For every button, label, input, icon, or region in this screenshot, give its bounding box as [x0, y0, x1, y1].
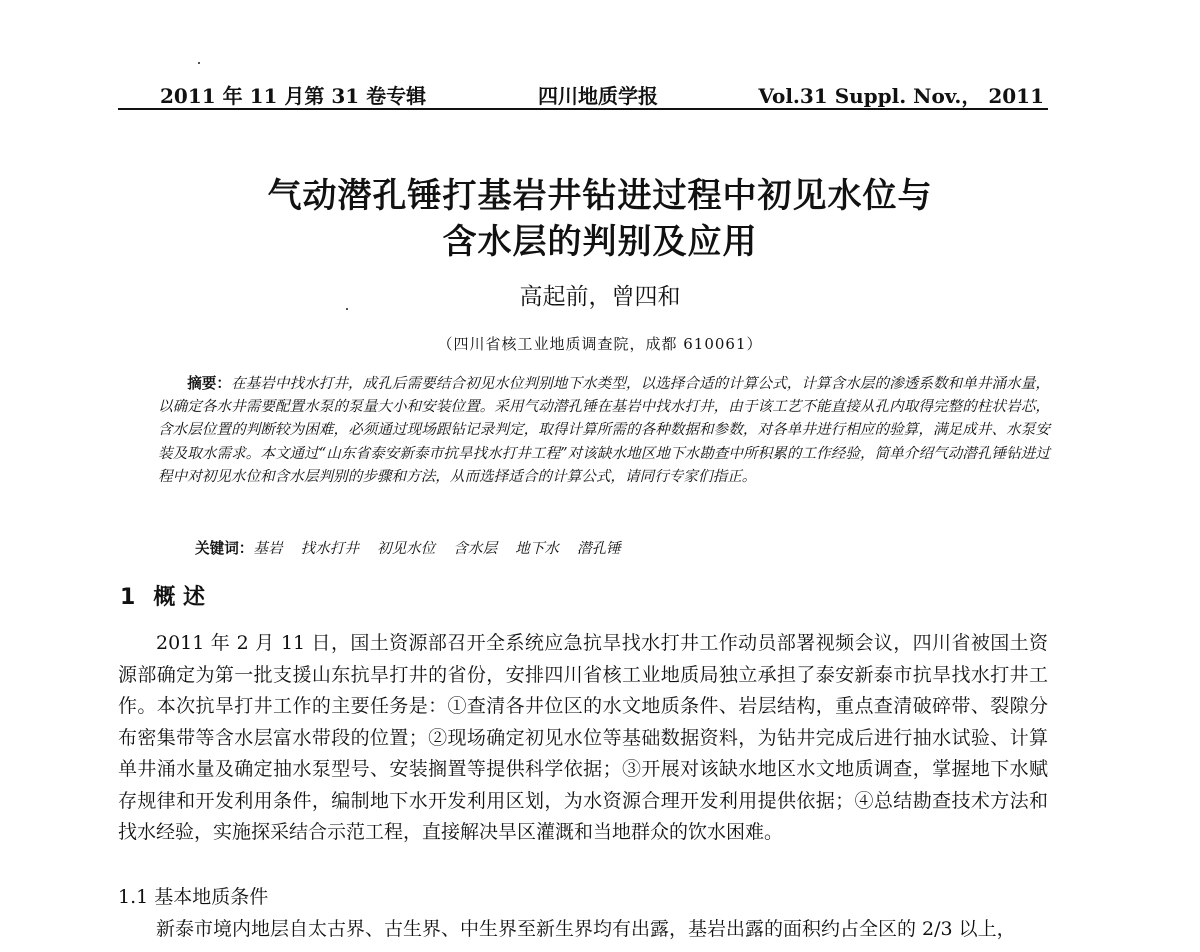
subsection-number: 1.1 [118, 886, 149, 908]
header-issue: 2011 年 11 月第 31 卷专辑 [160, 84, 427, 108]
section-number: 1 [120, 585, 136, 610]
keyword: 潜孔锤 [576, 540, 621, 557]
paragraph: 新泰市境内地层自太古界、古生界、中生界至新生界均有出露，基岩出露的面积约占全区的 2/3 以上， [156, 918, 1016, 940]
keyword: 含水层 [453, 540, 498, 557]
keyword: 基岩 [253, 540, 283, 557]
abstract-label: 摘要： [187, 375, 232, 392]
header-volume: Vol.31 Suppl. Nov.， 2011 [758, 84, 1044, 108]
abstract-text: 在基岩中找水打井，成孔后需要结合初见水位判别地下水类型，以选择合适的计算公式，计算含水层的渗透系数和单井涌水量，以确定各水井需要配置水泵的泵量大小和安装位置。采用气动潜孔锤在基岩中找水打井，由于该工艺不能直接从孔内取得完整的柱状岩芯，含水层位置的判断较为困难，必须通过现场跟钻记录判定，取得计算所需的各种数据和参数，对各单井进行相应的验算，满足成井、水泵安装及取水需求。本文通过“山东省泰安新泰市抗旱找水打井工程”对该缺水地区地下水勘查中所积累的工作经验，简单介绍气动潜孔锤钻进过程中对初见水位和含水层判别的步骤和方法，从而选择适合的计算公式，请同行专家们指正。 [158, 375, 1050, 485]
keywords [195, 537, 1045, 558]
section-body [118, 628, 1048, 849]
running-header [118, 80, 1048, 110]
header-journal: 四川地质学报 [538, 84, 658, 108]
abstract [158, 372, 1050, 488]
paper-title-line-2: 含水层的判别及应用 [442, 222, 758, 262]
section-heading [120, 580, 205, 611]
paragraph: 2011 年 2 月 11 日，国土资源部召开全系统应急抗旱找水打井工作动员部署视频会议，四川省被国土资源部确定为第一批支援山东抗旱打井的省份，安排四川省核工业地质局独立承担了泰安新泰市抗旱找水打井工作。本次抗旱打井工作的主要任务是：①查清各井位区的水文地质条件、岩层结构，重点查清破碎带、裂隙分布密集带等含水层富水带段的位置；②现场确定初见水位等基础数据资料，为钻井完成后进行抽水试验、计算单井涌水量及确定抽水泵型号、安装搁置等提供科学依据；③开展对该缺水地区水文地质调查，掌握地下水赋存规律和开发利用条件，编制地下水开发利用区划，为水资源合理开发利用提供依据；④总结勘查技术方法和找水经验，实施探采结合示范工程，直接解决旱区灌溉和当地群众的饮水困难。 [118, 632, 1048, 843]
scan-speck [198, 62, 200, 64]
affiliation: （四川省核工业地质调查院，成都 610061） [437, 335, 763, 353]
keyword: 地下水 [515, 540, 559, 557]
subsection-title: 基本地质条件 [154, 886, 269, 908]
section-title: 概 述 [153, 585, 205, 610]
keywords-label: 关键词： [195, 540, 254, 557]
subsection-heading [118, 882, 268, 909]
keyword: 初见水位 [376, 540, 436, 557]
scan-speck [346, 308, 348, 310]
paper-title-line-1: 气动潜孔锤打基岩井钻进过程中初见水位与 [267, 176, 933, 216]
keyword: 找水打井 [300, 540, 359, 557]
authors: 高起前，曾四和 [519, 284, 681, 310]
